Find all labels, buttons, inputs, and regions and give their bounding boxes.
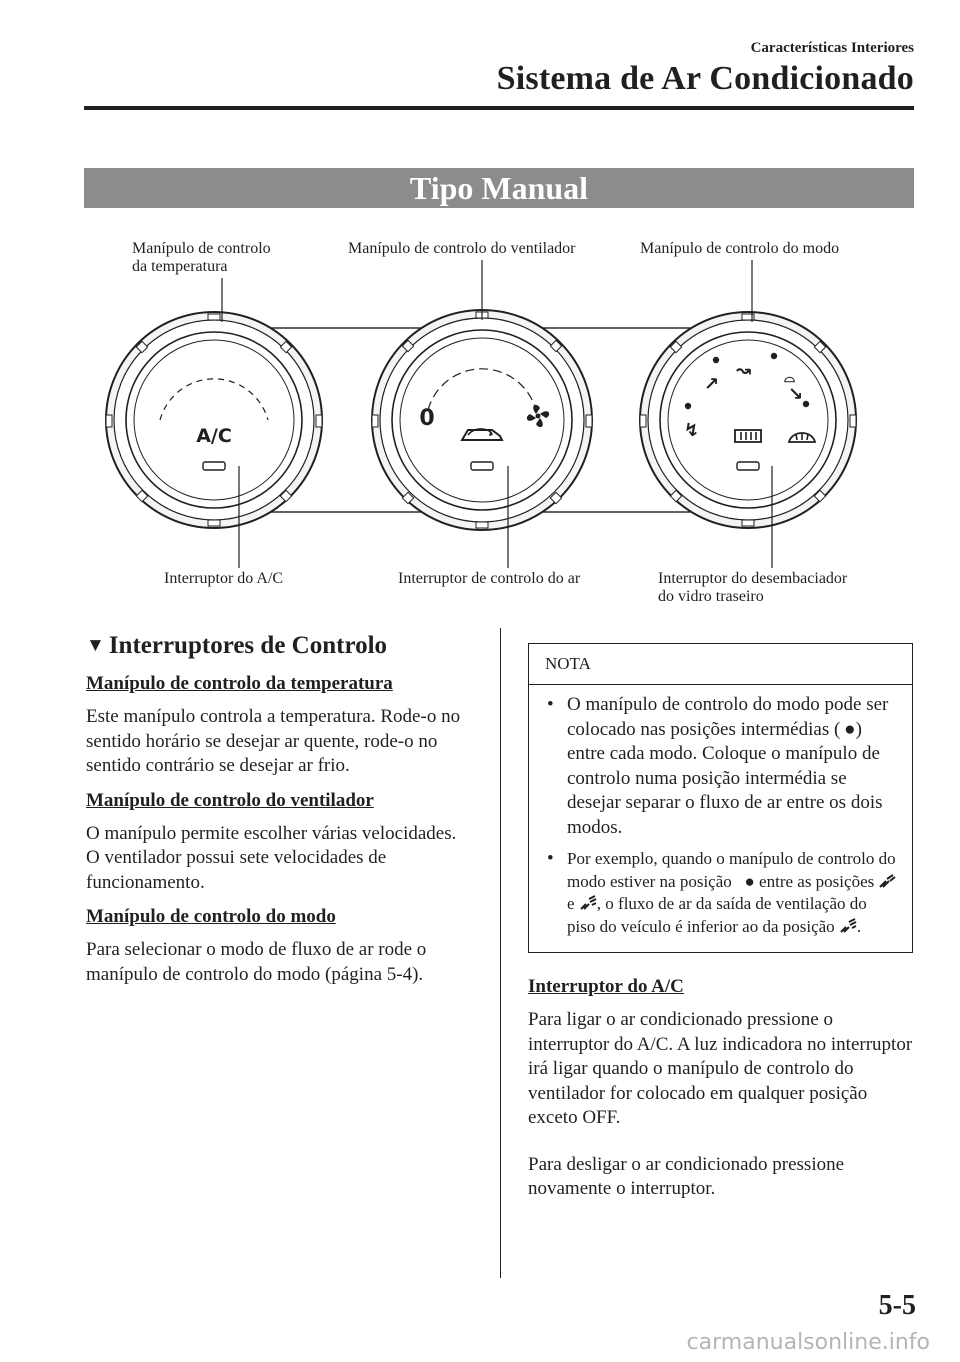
left-column — [86, 632, 466, 997]
temperature-text: Este manípulo controla a temperatura. Rode-o no sentido horário se desejar ar quente, rode-o no sentido contrário se desejar ar frio. — [86, 706, 461, 776]
temperature-knob — [106, 312, 322, 528]
fan-knob — [372, 310, 592, 530]
ac-switch-heading: Interruptor do A/C — [528, 976, 684, 997]
mode-heading: Manípulo de controlo do modo — [86, 906, 336, 927]
bullet-icon: • — [547, 848, 554, 869]
label-fan-knob: Manípulo de controlo do ventilador — [348, 240, 576, 257]
control-panel-illustration — [84, 230, 914, 615]
note-bullet-1: • O manípulo de controlo do modo pode ser colocado nas posições intermédias ( ●) entre cada modo. Coloque o manípulo de controlo numa posição intermédia se desejar separar o fluxo de ar entre os dois modos. — [547, 694, 889, 838]
label-ac-switch: Interruptor do A/C — [164, 570, 284, 587]
air-switch-indicator — [471, 462, 493, 470]
label-air-switch: Interruptor de controlo do ar — [398, 570, 581, 587]
bullet-icon: • — [547, 694, 554, 715]
header-rule — [84, 106, 914, 110]
temperature-heading: Manípulo de controlo da temperatura — [86, 673, 393, 694]
running-section-title: Características Interiores — [750, 40, 914, 56]
label-temperature-knob: Manípulo de controlo da temperatura — [132, 240, 271, 275]
note-bullet-2: • Por exemplo, quando o manípulo de controlo do modo estiver na posição ● entre as posições e , o fluxo de ar da saída de ventilação do piso do veículo é inferior ao da posição . — [547, 848, 896, 936]
feet-defrost-icon: ↘ — [788, 384, 804, 405]
section-banner: Tipo Manual — [84, 168, 914, 208]
ac-switch-indicator — [203, 462, 225, 470]
defogger-switch-indicator — [737, 462, 759, 470]
bilevel-vent-icon: ↝ — [736, 360, 752, 381]
windshield-icon: ⌓ — [784, 370, 796, 386]
face-vent-icon: ↗ — [704, 374, 720, 395]
note-box — [528, 643, 913, 953]
right-column — [528, 643, 914, 1212]
control-panel-figure — [84, 230, 914, 615]
ac-switch-text-2: Para desligar o ar condicionado pressione novamente o interruptor. — [528, 1153, 845, 1199]
label-mode-knob: Manípulo de controlo do modo — [640, 240, 840, 257]
feet-vent-icon — [878, 873, 896, 889]
fan-heading: Manípulo de controlo do ventilador — [86, 789, 374, 811]
feet-defrost-icon — [579, 895, 597, 911]
page-number: 5-5 — [878, 1290, 916, 1321]
triangle-marker-icon: ▼ — [86, 635, 105, 656]
bullet-dot-icon: ● — [736, 871, 755, 891]
fan-text-2: O ventilador possui sete velocidades de funcionamento. — [86, 847, 387, 893]
note-title: NOTA — [529, 644, 912, 685]
fan-text-1: O manípulo permite escolher várias velocidades. — [86, 822, 457, 844]
page-title: Sistema de Ar Condicionado — [496, 60, 914, 97]
feet-defrost-icon — [839, 918, 857, 934]
mode-knob — [640, 312, 856, 528]
column-divider — [500, 628, 501, 1278]
mode-text: Para selecionar o modo de fluxo de ar rode o manípulo de controlo do modo (página 5-4). — [86, 939, 427, 985]
fan-off-label: 0 — [419, 406, 435, 431]
note-body — [529, 685, 912, 952]
feet-vent-icon: ↯ — [684, 420, 700, 441]
section-heading: ▼ Interruptores de Controlo — [86, 632, 388, 659]
ac-knob-text: A/C — [196, 425, 232, 447]
label-defogger-switch: Interruptor do desembaciador do vidro traseiro — [658, 570, 848, 605]
bullet-dot-icon: ● — [840, 718, 856, 740]
ac-switch-text-1: Para ligar o ar condicionado pressione o interruptor do A/C. A luz indicadora no interruptor irá ligar quando o manípulo de controlo do ventilador for colocado em qualquer posição exceto OFF. — [528, 1009, 913, 1128]
watermark: carmanualsonline.info — [686, 1330, 930, 1355]
